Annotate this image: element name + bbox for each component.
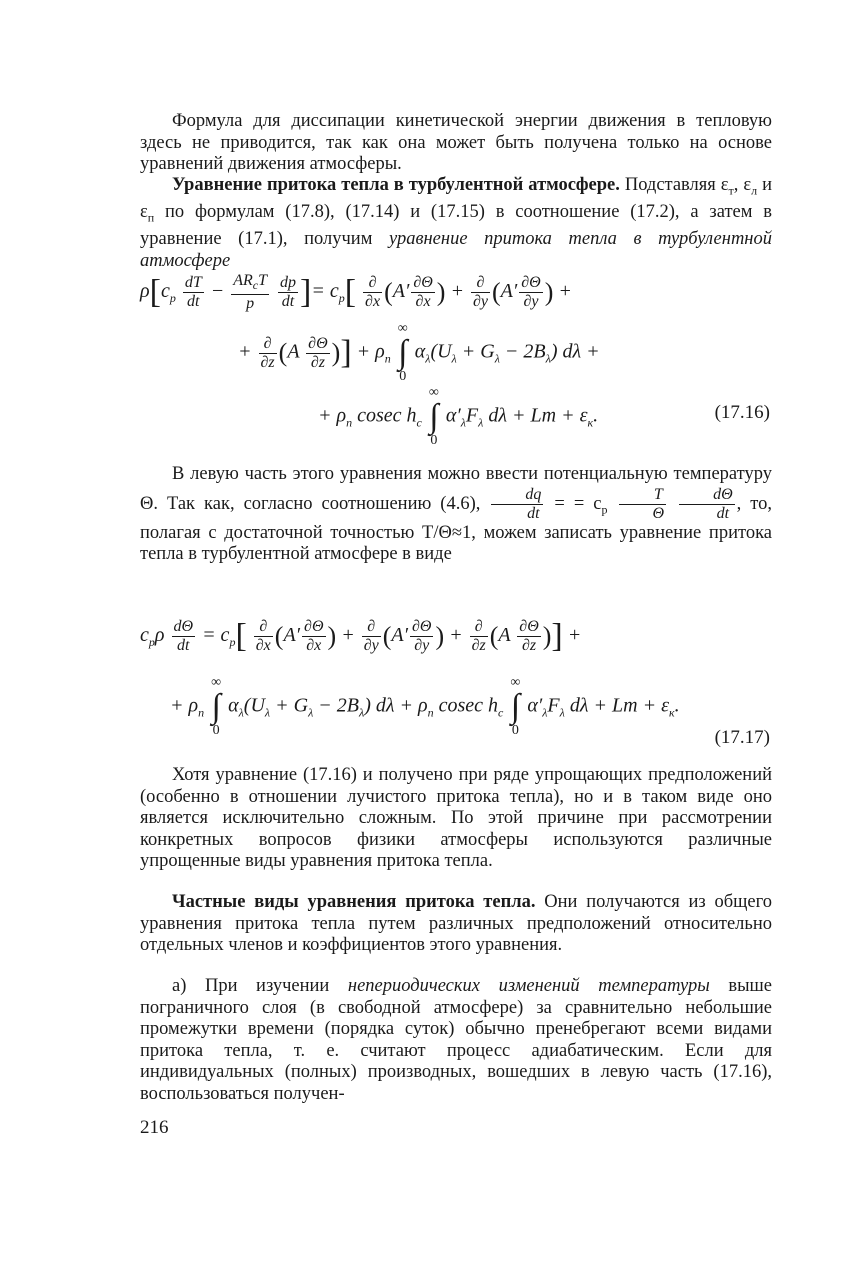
fraction-dTheta-dt: $\frac{d\Theta}{dt}$: [679, 486, 735, 523]
paragraph-complexity: Хотя уравнение (17.16) и получено при ряде упрощающих предположений (особенно в отношении лучистого притока тепла), но и в таком виде оно является исключительно сложным. По этой причине при рассмотрении конкретных вопросов физики атмосферы используются различные упрощенные виды уравнения притока тепла.: [140, 765, 772, 871]
paragraph-text: Формула для диссипации кинетической энергии движения в тепловую здесь не приводится, так как она может быть получена только на основе уравнений движения атмосферы.: [140, 111, 772, 174]
paragraph-case-a: а) При изучении непериодических изменений температуры выше пограничного слоя (в свободной атмосфере) за сравнительно небольшие промежутки времени (порядка суток) обычно пренебрегают всеми видами притока тепла, т. е. считают процесс адиабатическим. Если для индивидуальных (полных) производных, вошедших в левую часть (17.16), воспользоваться получен-: [140, 976, 773, 1104]
fraction-dq-dt: $\frac{dq}{dt}$: [491, 486, 543, 523]
paragraph-dissipation: [140, 111, 772, 176]
paragraph-potential-temperature: В левую часть этого уравнения можно ввести потенциальную температуру Θ. Так как, согласно соотношению (4.6), $\frac{dq}{dt}$ = = $c_p$ $\frac{T}{\Theta}$ $\frac{d\Theta}{dt}$ , то, полагая с достаточной точностью T/Θ≈1, можем записать уравнение притока тепла в турбулентной атмосфере в виде: [140, 464, 773, 564]
paragraph-heat-equation-intro: Уравнение притока тепла в турбулентной атмосфере. Подставляя $\varepsilon_т$, $\varepsilon_л$ и $\varepsilon_п$ по формулам (17.8), (17.14) и (17.15) в соотношение (17.2), а затем в уравнение (17.1), получим уравнение притока тепла в турбулентной атмосфере: [140, 175, 772, 271]
equation-17-16-line3: + $\rho_п$ cosec $h_c$ ∞ ∫ 0 $\alpha'_\lambda F_\lambda$ $d\lambda + Lm + \varepsilon_к$.: [318, 385, 599, 448]
equation-17-16-line2: + $\frac{\partial}{\partial z}$ (A $\frac{\partial\Theta}{\partial z}$ )] + $\rho_п$ ∞ ∫ 0 $\alpha_\lambda(U_\lambda + G_\lambda - 2B_\lambda) d\lambda$ +: [238, 321, 600, 384]
section-heading: Уравнение притока тепла в турбулентной атмосфере.: [172, 175, 620, 195]
equation-17-17-line1: $c_p\rho$ $\frac{d\Theta}{dt}$ = $c_p$[ $\frac{\partial}{\partial x}$ (A′ $\frac{\partial\Theta}{\partial x}$ ) + $\frac{\partial}{\partial y}$ (A′ $\frac{\partial\Theta}{\partial y}$ ) + $\frac{\partial}{\partial z}$ (A $\frac{\partial\Theta}{\partial z}$ )] +: [140, 617, 582, 655]
equation-number-17-16: (17.16): [714, 402, 770, 423]
equation-number-17-17: (17.17): [714, 727, 770, 748]
section-heading: Частные виды уравнения притока тепла.: [172, 892, 536, 912]
equation-17-16-line1: $\rho[c_p$ $\frac{dT}{dt}$ − $\frac{AR_cT}{p}$ $\frac{dp}{dt}$ ]= $c_p$[ $\frac{\partial}{\partial x}$ (A′ $\frac{\partial\Theta}{\partial x}$ ) + $\frac{\partial}{\partial y}$ (A′ $\frac{\partial\Theta}{\partial y}$ ) +: [140, 272, 572, 313]
fraction-T-Theta: $\frac{T}{\Theta}$: [619, 486, 667, 523]
equation-17-17-line2: + $\rho_п$ ∞ ∫ 0 $\alpha_\lambda(U_\lambda + G_\lambda - 2B_\lambda) d\lambda + \rho_п$ cosec $h_c$ ∞ ∫ 0 $\alpha'_\lambda F_\lambda$ $d\lambda + Lm + \varepsilon_к$.: [170, 675, 680, 738]
paragraph-special-forms: Частные виды уравнения притока тепла. Они получаются из общего уравнения притока тепла путем различных предположений относительно отдельных членов и коэффициентов этого уравнения.: [140, 892, 772, 955]
page-number: 216: [140, 1117, 169, 1138]
